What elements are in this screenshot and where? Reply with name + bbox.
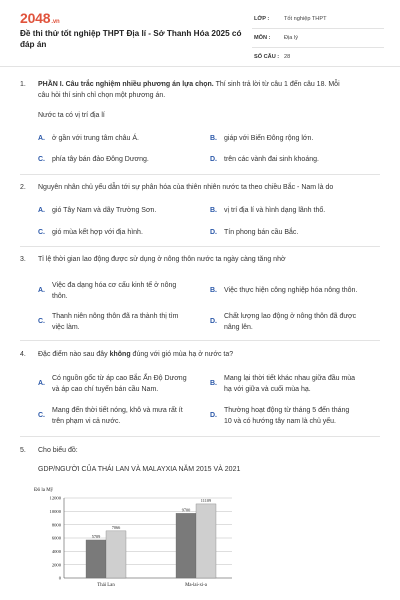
question-number: 1. (20, 81, 26, 88)
option-text: trên các vành đai sinh khoáng. (224, 156, 319, 163)
option-text: vị trí địa lí và hình dạng lãnh thổ. (224, 207, 326, 214)
question-stem: Nước ta có vị trí địa lí (38, 112, 105, 119)
section-heading: PHẦN I. Câu trắc nghiệm nhiều phương án lựa chọn. (38, 81, 214, 88)
option-label: C. (38, 156, 45, 163)
bar-value-label: 5709 (91, 533, 101, 539)
option-text-line: thôn. (52, 292, 68, 300)
y-tick-label: 12000 (49, 495, 61, 501)
bar (176, 513, 196, 578)
question-divider (20, 246, 380, 247)
intro-text: câu hỏi thí sinh chỉ chọn một phương án. (38, 91, 166, 99)
option-label: B. (210, 380, 217, 387)
question-2 (20, 183, 384, 194)
meta-value: Địa lý (284, 35, 298, 41)
y-tick-label: 0 (58, 575, 61, 581)
question-4 (20, 350, 384, 361)
y-tick-label: 10000 (49, 508, 61, 514)
bar (196, 504, 216, 578)
question-3 (20, 255, 384, 266)
option-label: B. (210, 287, 217, 294)
question-5 (20, 446, 384, 457)
stem-text: Đặc điểm nào sau đây (38, 351, 110, 358)
intro-text: Thí sinh trả lời từ câu 1 đến câu 18. Mỗi (213, 81, 340, 88)
bar (106, 531, 126, 578)
option-text (224, 374, 355, 395)
question-stem: Nguyên nhân chủ yếu dẫn tới sự phân hóa của thiên nhiên nước ta theo chiều Bắc - Nam là do (38, 184, 334, 191)
option-label: C. (38, 412, 45, 419)
option-label: D. (210, 156, 217, 163)
x-tick-label: Ma-lai-xi-a (185, 583, 207, 588)
option-text-line: Việc đa dạng hóa cơ cấu kinh tế ở nông (52, 282, 177, 289)
option-label: C. (38, 318, 45, 325)
option-label: B. (210, 135, 217, 142)
option-label: D. (210, 318, 217, 325)
option-text-line: việc làm. (52, 323, 80, 331)
y-axis-label: Đô la Mỹ (34, 488, 54, 493)
option-text (224, 406, 349, 427)
option-text: phía tây bán đảo Đông Dương. (52, 156, 149, 163)
question-intro (38, 80, 384, 101)
question-divider (20, 340, 380, 341)
question-divider (20, 436, 380, 437)
option-text: giáp với Biển Đông rộng lớn. (224, 135, 314, 142)
stem-emphasis: không (109, 351, 131, 358)
option-text (224, 312, 356, 333)
document-header (0, 0, 400, 67)
site-logo[interactable] (20, 10, 59, 26)
exam-meta-table (252, 10, 384, 67)
x-axis-ticks (97, 583, 208, 588)
option-text-line: trên phạm vi cả nước. (52, 417, 121, 425)
option-text (52, 406, 183, 427)
option-text: gió mùa kết hợp với địa hình. (52, 229, 143, 236)
option-text-line: Mang lại thời tiết khác nhau giữa đầu mùa (224, 375, 356, 382)
question-number: 5. (20, 447, 26, 454)
question-number: 4. (20, 351, 26, 358)
y-tick-label: 6000 (51, 535, 61, 541)
option-text-line: hạ với giữa và cuối mùa hạ. (224, 385, 311, 393)
document-title: Đề thi thử tốt nghiệp THPT Địa lí - Sở Thanh Hóa 2025 có đáp án (20, 29, 242, 49)
question-number: 2. (20, 184, 26, 191)
question-divider (20, 174, 380, 175)
question-number: 3. (20, 256, 26, 263)
meta-row-question-count (252, 48, 384, 67)
option-label: D. (210, 412, 217, 419)
bar-value-label: 11109 (200, 497, 212, 503)
meta-key: SỐ CÂU : (254, 54, 280, 60)
bar-value-label: 9700 (181, 507, 191, 513)
option-text-line: Thường hoạt động từ tháng 5 đến tháng (224, 407, 350, 414)
option-text: gió Tây Nam và dãy Trường Sơn. (52, 207, 157, 214)
option-label: A. (38, 380, 45, 387)
option-text: ở gần với trung tâm châu Á. (52, 135, 140, 142)
option-label: D. (210, 229, 217, 236)
option-text-line: và áp cao chí tuyến bán cầu Nam. (52, 385, 159, 393)
stem-text: đúng với gió mùa hạ ở nước ta? (130, 351, 234, 358)
question-1 (20, 80, 384, 101)
y-tick-label: 2000 (51, 562, 61, 568)
gdp-bar-chart (34, 480, 274, 598)
bar-value-label: 7066 (111, 524, 121, 530)
x-tick-label: Thái Lan (97, 583, 115, 588)
option-text: Việc thực hiện công nghiệp hóa nông thôn. (224, 287, 358, 294)
option-text-line: Chất lượng lao động ở nông thôn đã được (224, 313, 357, 320)
question-stem: Tỉ lệ thời gian lao động được sử dụng ở nông thôn nước ta ngày càng tăng nhờ (38, 256, 286, 263)
question-stem (38, 350, 384, 361)
y-tick-label: 8000 (51, 522, 61, 528)
bar (86, 540, 106, 578)
option-label: A. (38, 135, 45, 142)
option-text: Tín phong bán cầu Bắc. (224, 229, 299, 236)
option-text-line: nâng lên. (224, 323, 253, 331)
y-axis-ticks (50, 496, 62, 581)
option-text-line: Mang đến thời tiết nóng, khô và mưa rất ít (52, 407, 183, 414)
option-label: A. (38, 287, 45, 294)
option-text-line: Thanh niên nông thôn đã ra thành thị tìm (52, 313, 179, 320)
option-text (52, 312, 178, 333)
logo-suffix-text: .vn (51, 19, 60, 25)
chart-title: GDP/NGƯỜI CỦA THÁI LAN VÀ MALAYXIA NĂM 2015 VÀ 2021 (38, 466, 241, 473)
option-text-line: 10 và có hướng tây nam là chủ yếu. (224, 417, 337, 425)
option-label: A. (38, 207, 45, 214)
meta-row-class (252, 10, 384, 29)
question-stem: Cho biểu đồ: (38, 447, 78, 454)
y-tick-label: 4000 (51, 548, 61, 554)
meta-row-subject (252, 29, 384, 48)
option-text-line: Có nguồn gốc từ áp cao Bắc Ấn Độ Dương (52, 375, 187, 382)
option-label: B. (210, 207, 217, 214)
meta-key: LỚP : (254, 16, 270, 22)
option-text (52, 374, 187, 395)
option-text (52, 281, 176, 302)
meta-value: Tốt nghiệp THPT (284, 16, 327, 22)
option-label: C. (38, 229, 45, 236)
meta-key: MÔN : (254, 35, 271, 41)
meta-value: 28 (284, 54, 291, 60)
logo-main-text: 2048 (20, 10, 51, 26)
